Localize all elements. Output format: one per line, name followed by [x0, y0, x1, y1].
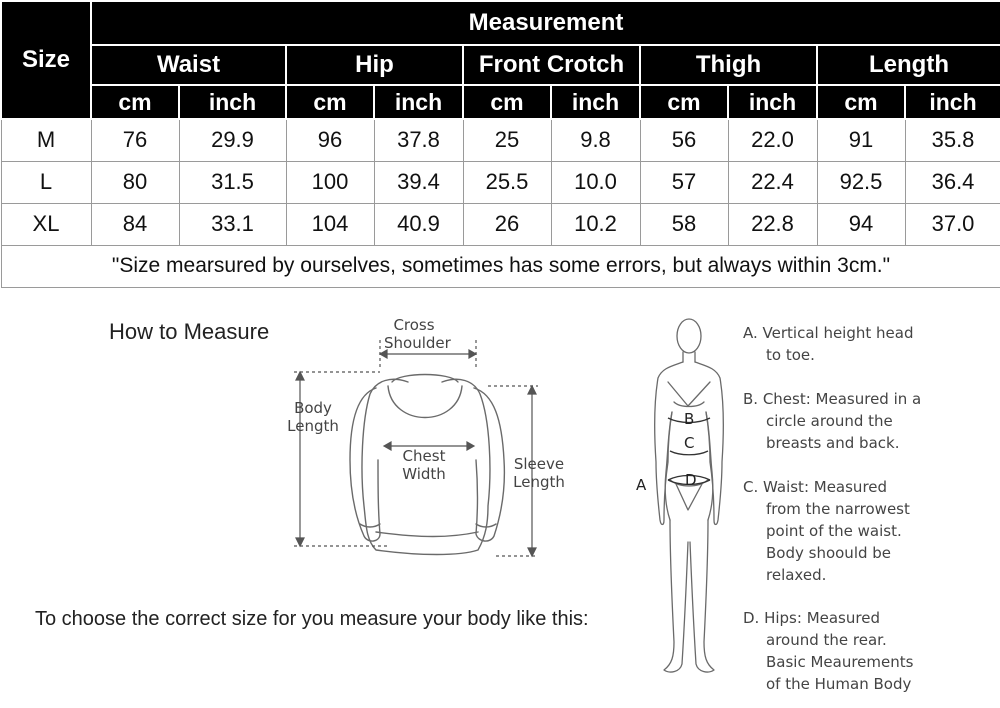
- table-cell: 9.8: [551, 119, 640, 161]
- table-cell: 57: [640, 161, 728, 203]
- measurement-header: Measurement: [91, 1, 1000, 45]
- table-cell: 26: [463, 203, 551, 245]
- unit-header: cm: [640, 85, 728, 119]
- human-figure-diagram: [628, 312, 740, 688]
- table-cell: 100: [286, 161, 374, 203]
- marker-d: D: [685, 471, 697, 489]
- table-row: [1, 161, 1000, 203]
- column-header-length: Length: [817, 45, 1000, 85]
- measure-instruction: To choose the correct size for you measure your body like this:: [35, 608, 589, 630]
- unit-header: cm: [286, 85, 374, 119]
- unit-header: cm: [463, 85, 551, 119]
- marker-a: A: [636, 476, 647, 494]
- chest-width-label: Chest Width: [402, 447, 446, 483]
- table-cell: 40.9: [374, 203, 463, 245]
- table-cell: 35.8: [905, 119, 1000, 161]
- table-cell: 10.0: [551, 161, 640, 203]
- step-height: A. Vertical height head to toe.: [743, 324, 914, 364]
- table-cell: 10.2: [551, 203, 640, 245]
- table-cell: 31.5: [179, 161, 286, 203]
- cross-shoulder-label: Cross Shoulder: [384, 316, 451, 352]
- table-cell: 94: [817, 203, 905, 245]
- unit-header: cm: [91, 85, 179, 119]
- table-cell: 58: [640, 203, 728, 245]
- table-cell: 76: [91, 119, 179, 161]
- step-hips: D. Hips: Measured around the rear. Basic Meaurements of the Human Body: [743, 609, 914, 693]
- unit-header: inch: [551, 85, 640, 119]
- column-header-front-crotch: Front Crotch: [463, 45, 640, 85]
- unit-header: inch: [905, 85, 1000, 119]
- marker-c: C: [684, 434, 695, 452]
- unit-header: inch: [374, 85, 463, 119]
- table-cell: 29.9: [179, 119, 286, 161]
- table-cell: 96: [286, 119, 374, 161]
- table-cell: 22.8: [728, 203, 817, 245]
- size-cell: XL: [1, 203, 91, 245]
- table-cell: 56: [640, 119, 728, 161]
- size-cell: M: [1, 119, 91, 161]
- unit-header: inch: [728, 85, 817, 119]
- table-cell: 104: [286, 203, 374, 245]
- sleeve-length-label: Sleeve Length: [513, 455, 565, 491]
- size-column-header: Size: [1, 1, 91, 119]
- unit-header: cm: [817, 85, 905, 119]
- size-note: "Size mearsured by ourselves, sometimes has some errors, but always within 3cm.": [1, 245, 1000, 287]
- table-cell: 25: [463, 119, 551, 161]
- table-cell: 22.4: [728, 161, 817, 203]
- column-header-thigh: Thigh: [640, 45, 817, 85]
- table-cell: 39.4: [374, 161, 463, 203]
- column-header-waist: Waist: [91, 45, 286, 85]
- step-chest: B. Chest: Measured in a circle around the breasts and back.: [743, 390, 922, 452]
- body-length-label: Body Length: [287, 399, 339, 435]
- size-cell: L: [1, 161, 91, 203]
- table-cell: 36.4: [905, 161, 1000, 203]
- unit-header: inch: [179, 85, 286, 119]
- table-cell: 37.0: [905, 203, 1000, 245]
- how-to-measure-title: How to Measure: [109, 319, 270, 344]
- step-waist: C. Waist: Measured from the narrowest point of the waist. Body shoould be relaxed.: [743, 478, 910, 584]
- table-cell: 25.5: [463, 161, 551, 203]
- table-cell: 84: [91, 203, 179, 245]
- table-cell: 33.1: [179, 203, 286, 245]
- table-cell: 80: [91, 161, 179, 203]
- table-cell: 91: [817, 119, 905, 161]
- size-chart-table: [0, 0, 1000, 288]
- marker-b: B: [684, 410, 695, 428]
- column-header-hip: Hip: [286, 45, 463, 85]
- table-cell: 92.5: [817, 161, 905, 203]
- table-cell: 22.0: [728, 119, 817, 161]
- table-row: [1, 119, 1000, 161]
- table-row: [1, 203, 1000, 245]
- table-cell: 37.8: [374, 119, 463, 161]
